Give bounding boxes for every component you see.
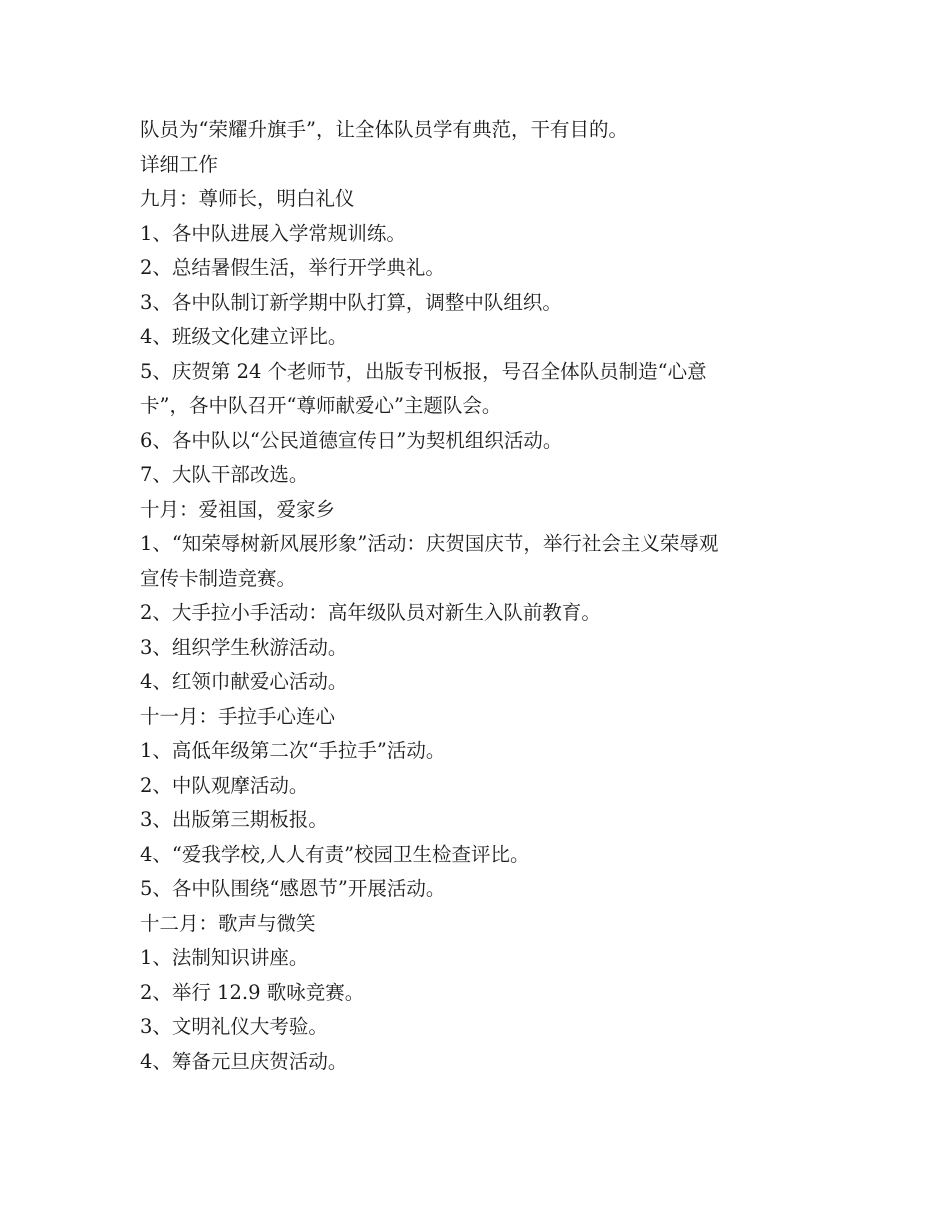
list-item: 2、举行 12.9 歌咏竞赛。 (140, 980, 365, 1004)
list-item-continuation: 卡”，各中队召开“尊师献爱心”主题队会。 (140, 394, 502, 417)
month-heading-september: 九月：尊师长，明白礼仪 (140, 187, 355, 210)
list-item: 1、“知荣辱树新风展形象”活动：庆贺国庆节，举行社会主义荣辱观 (140, 532, 719, 555)
list-item: 2、中队观摩活动。 (140, 773, 309, 797)
list-item: 2、总结暑假生活，举行开学典礼。 (140, 256, 445, 279)
list-item: 5、庆贺第 24 个老师节，出版专刊板报，号召全体队员制造“心意 (140, 359, 707, 383)
list-item: 2、大手拉小手活动：高年级队员对新生入队前教育。 (140, 601, 601, 624)
list-item: 1、各中队进展入学常规训练。 (140, 221, 406, 245)
list-item: 4、筹备元旦庆贺活动。 (140, 1049, 348, 1073)
section-heading: 详细工作 (140, 152, 219, 176)
list-item: 5、各中队围绕“感恩节”开展活动。 (140, 877, 446, 900)
list-item: 3、组织学生秋游活动。 (140, 635, 348, 659)
list-item: 1、法制知识讲座。 (140, 946, 309, 969)
list-item: 4、“爱我学校,人人有责”校园卫生检查评比。 (140, 842, 530, 866)
list-item: 6、各中队以“公民道德宣传日”为契机组织活动。 (140, 428, 563, 452)
list-item: 4、班级文化建立评比。 (140, 325, 348, 348)
list-item-continuation: 宣传卡制造竞赛。 (140, 566, 297, 590)
list-item: 7、大队干部改选。 (140, 463, 309, 486)
intro-line: 队员为“荣耀升旗手”，让全体队员学有典范，干有目的。 (140, 118, 628, 141)
list-item: 3、出版第三期板报。 (140, 808, 328, 831)
month-heading-november: 十一月：手拉手心连心 (140, 704, 336, 728)
list-item: 3、文明礼仪大考验。 (140, 1015, 328, 1038)
document-body (140, 113, 830, 1079)
month-heading-december: 十二月：歌声与微笑 (140, 911, 316, 935)
list-item: 3、各中队制订新学期中队打算，调整中队组织。 (140, 290, 562, 314)
month-heading-october: 十月：爱祖国，爱家乡 (140, 497, 336, 521)
list-item: 1、高低年级第二次“手拉手”活动。 (140, 739, 446, 762)
list-item: 4、红领巾献爱心活动。 (140, 670, 348, 693)
